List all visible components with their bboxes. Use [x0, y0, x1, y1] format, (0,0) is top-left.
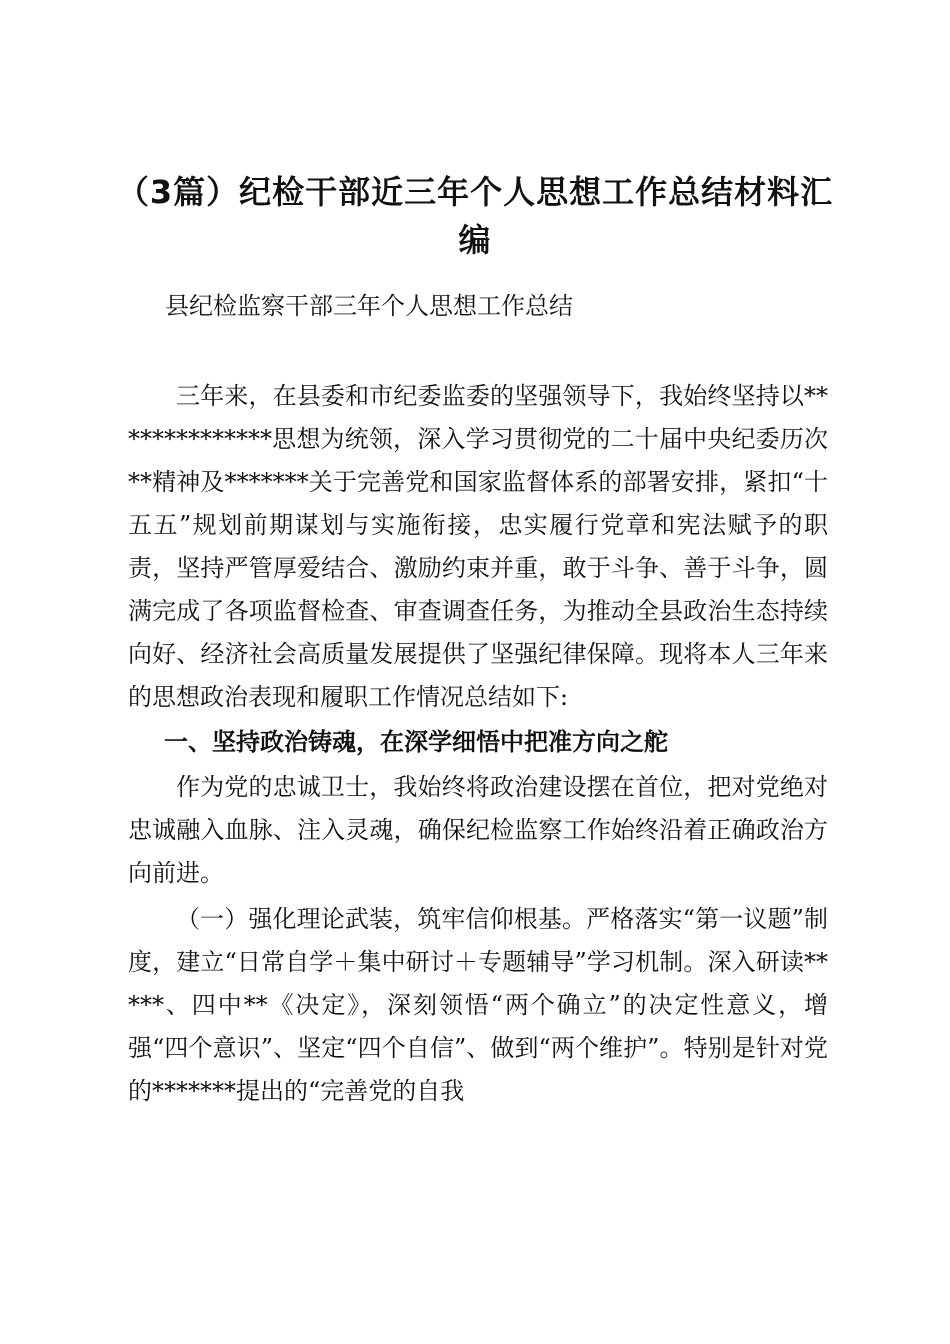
document-body: [128, 375, 828, 1113]
document-subtitle: 县纪检监察干部三年个人思想工作总结: [165, 292, 573, 320]
section-heading: 一、坚持政治铸魂，在深学细悟中把准方向之舵: [164, 728, 668, 756]
intro-paragraph: 三年来，在县委和市纪委监委的坚强领导下，我始终坚持以**************思想为统领，深入学习贯彻党的二十届中央纪委历次**精神及*******关于完善党和国家监督体系的部署安排，紧扣“十五五”规划前期谋划与实施衔接，忠实履行党章和宪法赋予的职责，坚持严管厚爱结合、激励约束并重，敢于斗争、善于斗争，圆满完成了各项监督检查、审查调查任务，为推动全县政治生态持续向好、经济社会高质量发展提供了坚强纪律保障。现将本人三年来的思想政治表现和履职工作情况总结如下:: [128, 382, 828, 711]
subsection-paragraph: （一）强化理论武装，筑牢信仰根基。严格落实“第一议题”制度，建立“日常自学＋集中研讨＋专题辅导”学习机制。深入研读*****、四中**《决定》，深刻领悟“两个确立”的决定性意义，增强“四个意识”、坚定“四个自信”、做到“两个维护”。特别是针对党的*******提出的“完善党的自我: [128, 905, 828, 1105]
document-title: （3篇）纪检干部近三年个人思想工作总结材料汇编: [116, 173, 834, 259]
section-intro-paragraph: 作为党的忠诚卫士，我始终将政治建设摆在首位，把对党绝对忠诚融入血脉、注入灵魂，确保纪检监察工作始终沿着正确政治方向前进。: [128, 773, 828, 887]
